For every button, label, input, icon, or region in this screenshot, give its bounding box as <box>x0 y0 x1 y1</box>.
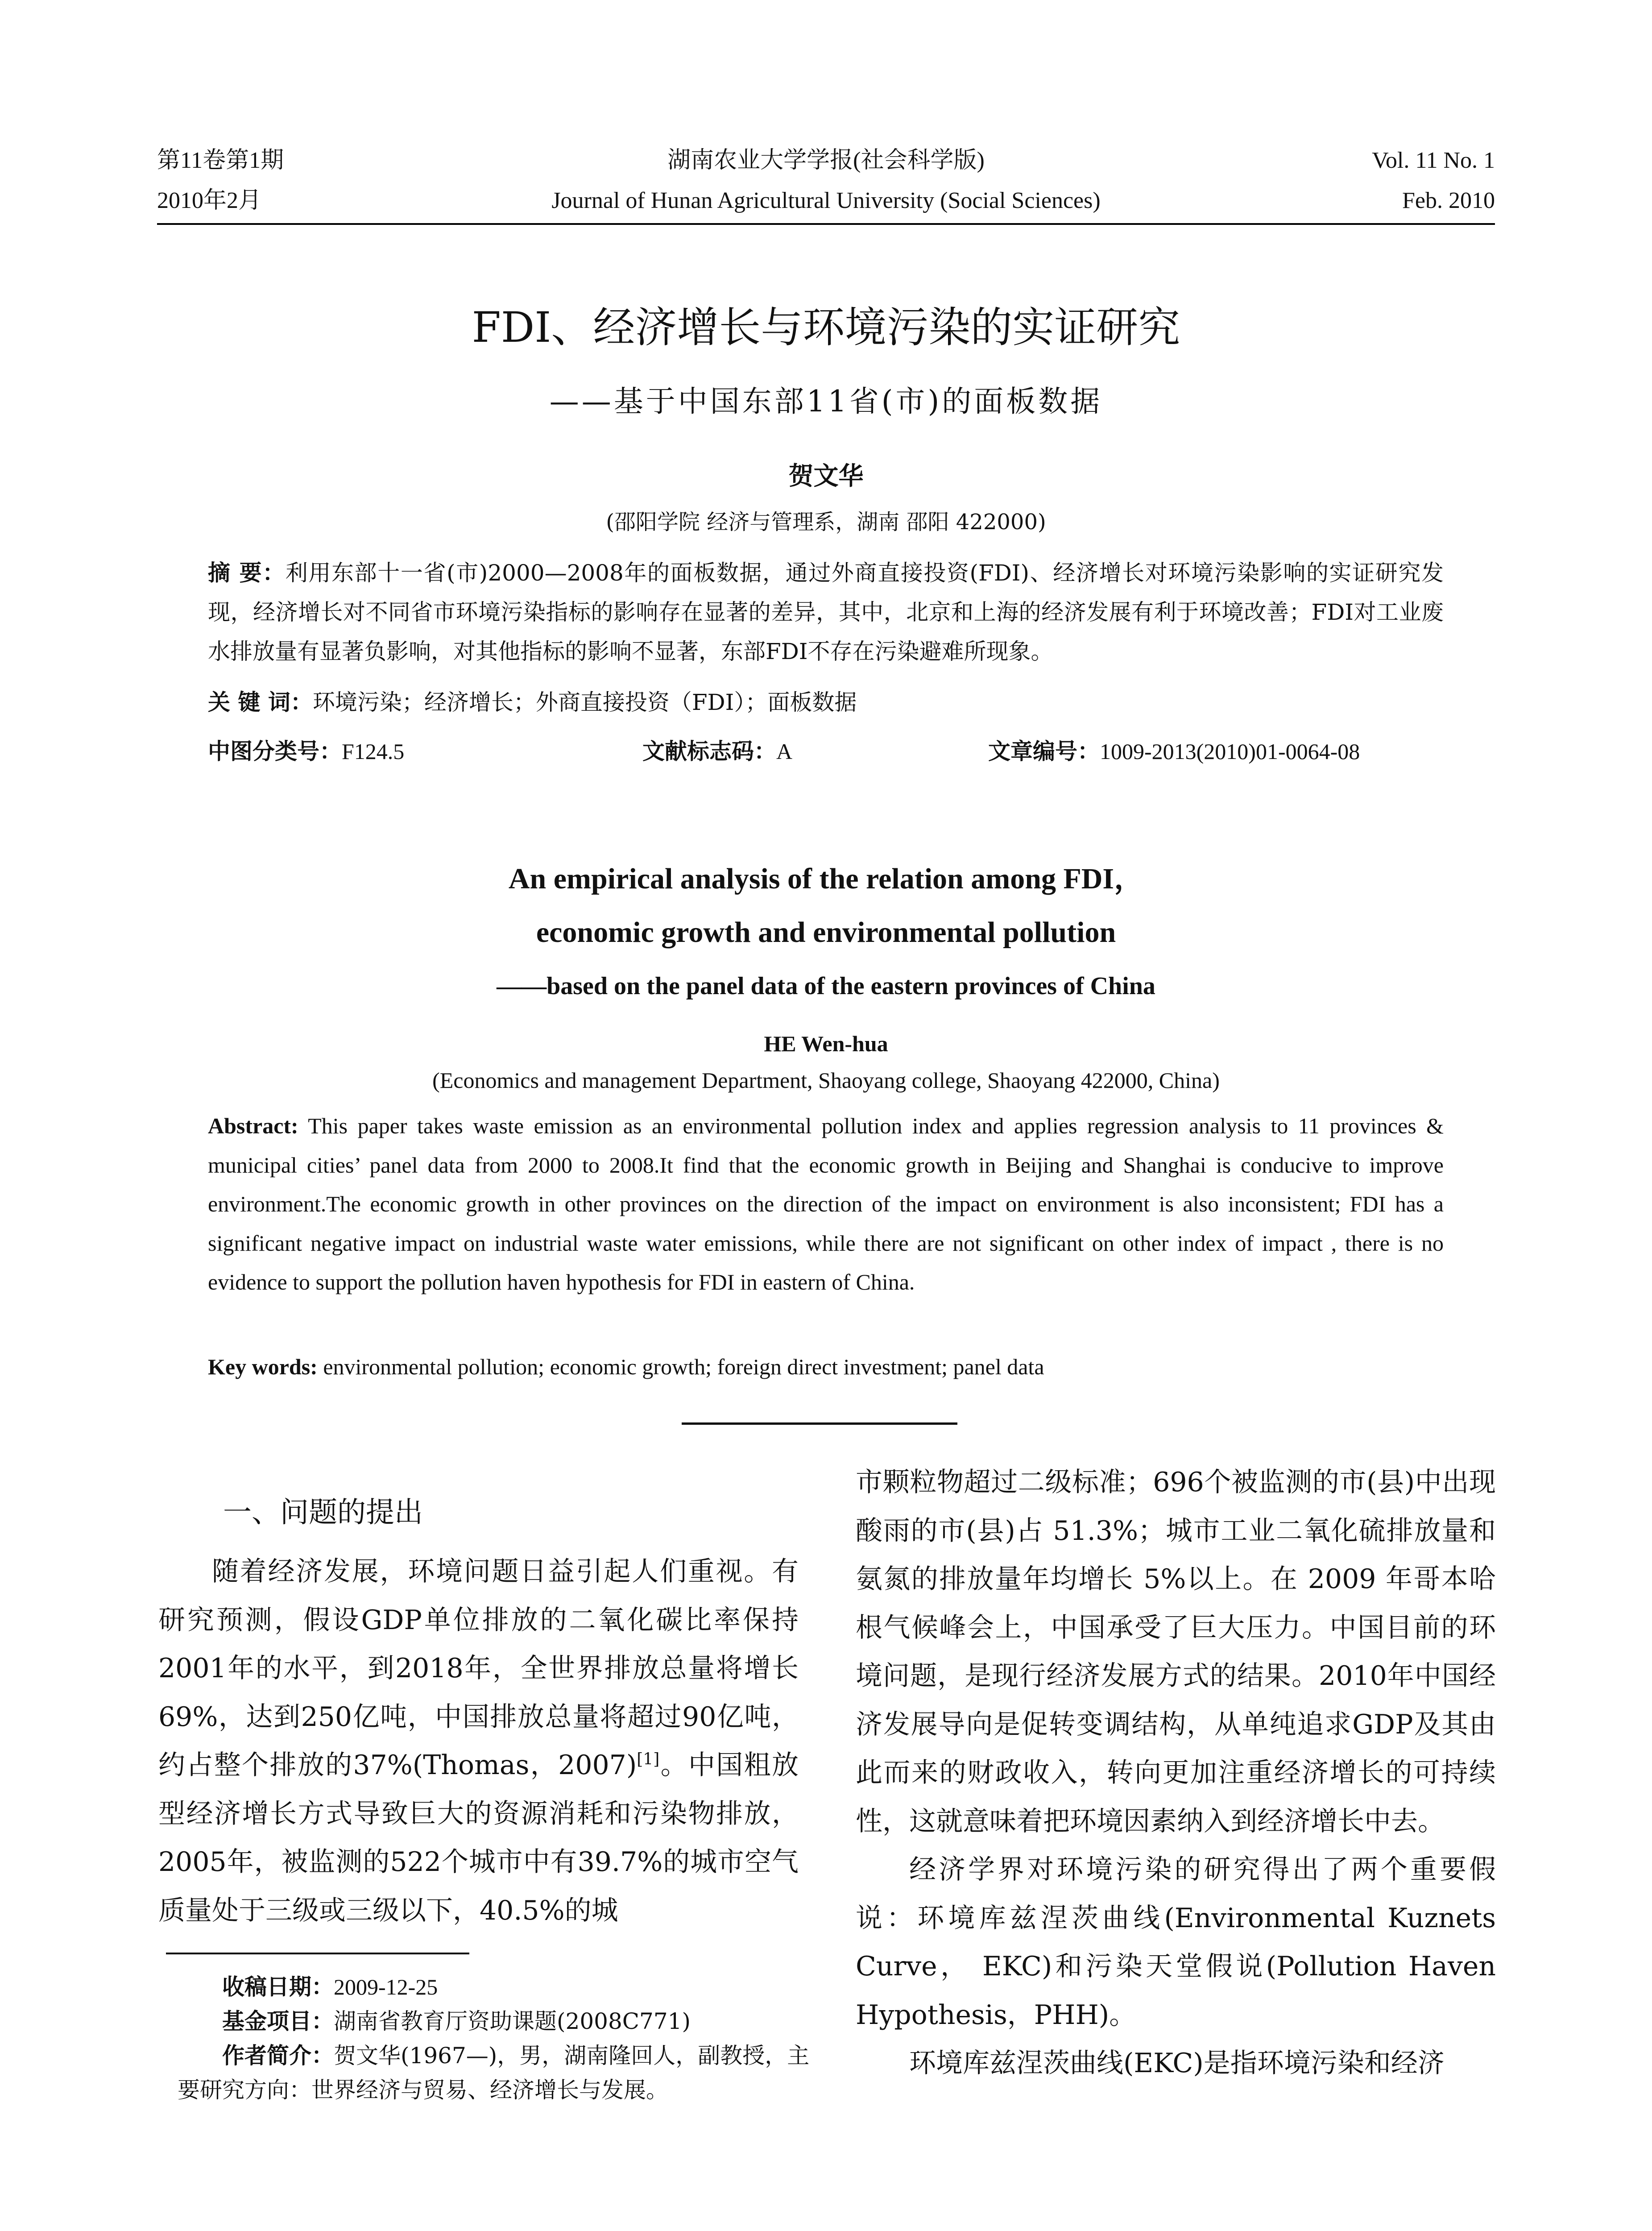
header-volume-cn: 第11卷第1期 <box>157 148 284 173</box>
header-volume-en: Vol. 11 No. 1 <box>1372 148 1495 173</box>
article-number-label: 文章编号： <box>988 738 1100 764</box>
footnote-label: 基金项目： <box>222 2008 334 2034</box>
abstract-en-label: Abstract: <box>208 1113 298 1138</box>
footnote-fund <box>178 2004 811 2039</box>
footnotes <box>178 1970 811 2107</box>
footnote-label: 收稿日期： <box>222 1974 334 2000</box>
abstract-cn <box>208 553 1444 671</box>
header-date-en: Feb. 2010 <box>1402 188 1495 213</box>
keywords-cn <box>208 683 1444 722</box>
paper-title-en-line1: An empirical analysis of the relation among FDI， <box>508 863 1144 895</box>
header-journal-cn: 湖南农业大学学报(社会科学版) <box>667 148 985 173</box>
clc-number <box>208 732 404 771</box>
keywords-cn-text: 环境污染；经济增长；外商直接投资（FDI）；面板数据 <box>312 689 857 715</box>
article-number-value: 1009-2013(2010)01-0064-08 <box>1100 739 1360 764</box>
abstract-separator <box>682 1422 957 1425</box>
abstract-cn-text: 利用东部十一省(市)2000—2008年的面板数据，通过外商直接投资(FDI)、经济增长对环境污染影响的实证研究发现，经济增长对不同省市环境污染指标的影响存在显著的差异，其中，北京和上海的经济发展有利于环境改善；FDI对工业废水排放量有显著负影响，对其他指标的影响不显著，东部FDI不存在污染避难所现象。 <box>208 560 1444 664</box>
article-number <box>988 732 1360 771</box>
footnote-value: 贺文华(1967—)，男，湖南隆回人，副教授，主要研究方向：世界经济与贸易、经济增长与发展。 <box>178 2043 810 2103</box>
header-rule <box>157 223 1495 225</box>
footnote-received <box>178 1970 811 2004</box>
author-affiliation-cn: (邵阳学院 经济与管理系，湖南 邵阳 422000) <box>606 510 1046 535</box>
author-affiliation-en: (Economics and management Department, Shaoyang college, Shaoyang 422000, China) <box>432 1068 1220 1093</box>
clc-label: 中图分类号： <box>208 738 342 764</box>
abstract-cn-label: 摘 要： <box>208 560 286 586</box>
body-text: 随着经济发展，环境问题日益引起人们重视。有研究预测，假设GDP单位排放的二氧化碳比率保持2001年的水平，到2018年，全世界排放总量将增长69%，达到250亿吨，中国排放总量将超过90亿吨，约占整个排放的37%(Thomas，2007) <box>158 1556 799 1781</box>
abstract-en <box>208 1107 1444 1302</box>
document-code-value: A <box>776 739 793 764</box>
document-code <box>642 732 792 771</box>
header-date-cn: 2010年2月 <box>157 188 262 213</box>
paper-subtitle-en: ——based on the panel data of the eastern provinces of China <box>497 972 1155 1000</box>
body-paragraph: 经济学界对环境污染的研究得出了两个重要假说：环境库兹涅茨曲线(Environmental Kuznets Curve， EKC)和污染天堂假说(Pollution Haven Hypothesis，PHH)。 <box>856 1854 1496 2031</box>
author-name-en: HE Wen-hua <box>764 1031 888 1056</box>
footnote-label: 作者简介： <box>222 2043 334 2069</box>
keywords-en <box>208 1348 1444 1387</box>
keywords-cn-label: 关 键 词： <box>208 689 313 715</box>
body-paragraph: 市颗粒物超过二级标准；696个被监测的市(县)中出现酸雨的市(县)占 51.3%；城市工业二氧化硫排放量和氨氮的排放量年均增长 5%以上。在 2009 年哥本哈根气候峰会上，中国承受了巨大压力。中国目前的环境问题，是现行经济发展方式的结果。2010年中国经济发展导向是促转变调结构，从单纯追求GDP及其由此而来的财政收入，转向更加注重经济增长的可持续性，这就意味着把环境因素纳入到经济增长中去。 <box>856 1467 1496 1837</box>
body-paragraph: 环境库兹涅茨曲线(EKC)是指环境污染和经济 <box>909 2048 1445 2079</box>
document-code-label: 文献标志码： <box>642 738 776 764</box>
paper-title-cn: FDI、经济增长与环境污染的实证研究 <box>472 303 1180 352</box>
footnote-bio <box>178 2039 811 2107</box>
footnote-value: 2009-12-25 <box>334 1974 438 1999</box>
paper-title-en-line2: economic growth and environmental pollution <box>536 916 1116 949</box>
body-right-column <box>856 1458 1496 2088</box>
abstract-en-text: This paper takes waste emission as an environmental pollution index and applies regression analysis to 11 provinces & municipal cities’ panel data from 2000 to 2008.It find that the economic growth in Beijing and Shanghai is conducive to improve environment.The economic growth in other provinces on the direction of the impact on environment is also inconsistent; FDI has a significant negative impact on industrial waste water emissions, while there are not significant on other index of impact , there is no evidence to support the pollution haven hypothesis for FDI in eastern of China. <box>208 1113 1444 1294</box>
keywords-en-text: environmental pollution; economic growth; foreign direct investment; panel data <box>317 1354 1044 1379</box>
author-name-cn: 贺文华 <box>788 462 864 491</box>
footnote-rule <box>166 1953 469 1954</box>
section-heading: 一、问题的提出 <box>223 1496 423 1529</box>
keywords-en-label: Key words: <box>208 1354 318 1379</box>
citation-ref: [1] <box>637 1750 660 1769</box>
header-journal-en: Journal of Hunan Agricultural University (Social Sciences) <box>551 188 1101 213</box>
clc-value: F124.5 <box>342 739 405 764</box>
body-left-column <box>158 1547 799 1935</box>
footnote-value: 湖南省教育厅资助课题(2008C771) <box>334 2008 691 2034</box>
body-text: 。中国粗放型经济增长方式导致巨大的资源消耗和污染物排放，2005年，被监测的522个城市中有39.7%的城市空气质量处于三级或三级以下，40.5%的城 <box>158 1750 799 1926</box>
paper-subtitle-cn: ——基于中国东部11省(市)的面板数据 <box>549 384 1103 419</box>
body-paragraph <box>158 1547 799 1935</box>
